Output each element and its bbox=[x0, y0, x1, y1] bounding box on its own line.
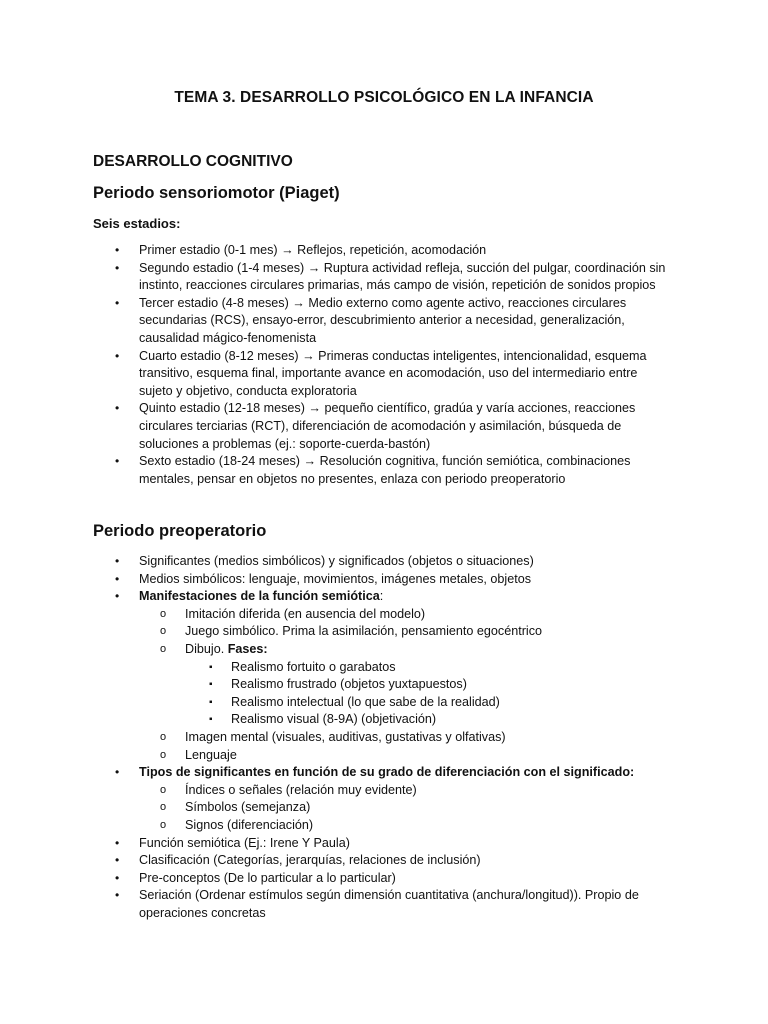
list-item: • Cuarto estadio (8-12 meses) → Primeras conductas inteligentes, intencionalidad, esquema transitivo, esquema final, importante avance en acomodación, uso del intermediario entre sujeto y objetivo, conducta exploratoria bbox=[115, 348, 647, 398]
circle-marker: o bbox=[160, 818, 167, 831]
list-item: • Seriación (Ordenar estímulos según dimensión cuantitativa (anchura/longitud)). Propio de operaciones concretas bbox=[115, 888, 639, 920]
list-item: • Tipos de significantes en función de su grado de diferenciación con el significado: o Índices o señales (relación muy evidente) o Símbolos (semejanza) o Signos (diferenciación) bbox=[0, 764, 667, 834]
list-item: o Lenguaje bbox=[0, 747, 667, 765]
bullet-marker: • bbox=[115, 835, 120, 850]
list-item: o Símbolos (semejanza) bbox=[0, 799, 667, 817]
bullet-marker: • bbox=[115, 260, 120, 275]
list-item: • Manifestaciones de la función semiótica: o Imitación diferida (en ausencia del modelo) o Juego simbólico. Prima la asimilación, pensamiento egocéntrico o Dibujo. Fases: ▪ Realismo fortuito o garabatos ▪ Realismo frustrado (objetos yuxtapuestos) ▪ Realismo intelectual (lo que sabe de la realidad) ▪ Realismo visual (8-9A) (objetivación) o Imagen mental (visuales, auditivas, gustativas y olfativas) o Lenguaje bbox=[0, 588, 667, 764]
signifier-types-list bbox=[139, 782, 667, 835]
list-item: • Segundo estadio (1-4 meses) → Ruptura actividad refleja, succión del pulgar, coordinación sin instinto, reacciones circulares primarias, más campo de visión, repetición de sonidos propios bbox=[115, 260, 666, 293]
square-marker: ▪ bbox=[209, 661, 213, 673]
list-item: o Dibujo. Fases: ▪ Realismo fortuito o garabatos ▪ Realismo frustrado (objetos yuxtapuestos) ▪ Realismo intelectual (lo que sabe de la realidad) ▪ Realismo visual (8-9A) (objetivación) bbox=[0, 641, 667, 729]
bullet-marker: • bbox=[115, 401, 120, 416]
list-item: ▪ Realismo intelectual (lo que sabe de la realidad) bbox=[0, 694, 667, 712]
list-item: • Función semiótica (Ej.: Irene Y Paula) bbox=[0, 835, 667, 853]
heading-sensorimotor: Periodo sensoriomotor (Piaget) bbox=[93, 184, 340, 202]
list-item: o Índices o señales (relación muy evidente) bbox=[0, 782, 667, 800]
circle-marker: o bbox=[160, 801, 167, 814]
bullet-marker: • bbox=[115, 454, 120, 469]
circle-marker: o bbox=[160, 607, 167, 620]
list-item: • Significantes (medios simbólicos) y significados (objetos o situaciones) bbox=[0, 553, 667, 571]
stages-list bbox=[0, 242, 768, 488]
list-item: • Primer estadio (0-1 mes) → Reflejos, repetición, acomodación bbox=[0, 242, 667, 260]
drawing-phases-list bbox=[185, 659, 667, 729]
bullet-marker: • bbox=[115, 870, 120, 885]
circle-marker: o bbox=[160, 730, 167, 743]
circle-marker: o bbox=[160, 625, 167, 638]
bullet-marker: • bbox=[115, 888, 120, 903]
circle-marker: o bbox=[160, 748, 167, 761]
list-item: • Pre-conceptos (De lo particular a lo particular) bbox=[0, 870, 667, 888]
document-title: TEMA 3. DESARROLLO PSICOLÓGICO EN LA INFANCIA bbox=[174, 89, 594, 106]
list-item: ▪ Realismo visual (8-9A) (objetivación) bbox=[0, 711, 667, 729]
bullet-marker: • bbox=[115, 853, 120, 868]
list-item: ▪ Realismo fortuito o garabatos bbox=[0, 659, 667, 677]
bullet-marker: • bbox=[115, 589, 120, 604]
subheading-six-stages: Seis estadios: bbox=[93, 216, 181, 231]
square-marker: ▪ bbox=[209, 679, 213, 691]
bullet-marker: • bbox=[115, 554, 120, 568]
bullet-marker: • bbox=[115, 571, 120, 586]
bullet-marker: • bbox=[115, 243, 120, 257]
bullet-marker: • bbox=[115, 765, 120, 780]
semiotic-manifestations-list bbox=[139, 606, 667, 764]
list-item: o Imitación diferida (en ausencia del modelo) bbox=[0, 606, 667, 624]
list-item: • Sexto estadio (18-24 meses) → Resolución cognitiva, función semiótica, combinaciones mentales, pensar en objetos no presentes, enlaza con periodo preoperatorio bbox=[115, 454, 631, 486]
circle-marker: o bbox=[160, 783, 167, 796]
section-heading-cognitive: DESARROLLO COGNITIVO bbox=[93, 153, 293, 170]
square-marker: ▪ bbox=[209, 714, 213, 726]
list-item: o Imagen mental (visuales, auditivas, gustativas y olfativas) bbox=[0, 729, 667, 747]
list-item: • Clasificación (Categorías, jerarquías, relaciones de inclusión) bbox=[0, 852, 667, 870]
list-item: • Tercer estadio (4-8 meses) → Medio externo como agente activo, reacciones circulares secundarias (RCS), ensayo-error, descubrimiento anterior a necesidad, generalización, causalidad mágico-fenomenista bbox=[115, 295, 627, 345]
bullet-marker: • bbox=[115, 295, 120, 310]
list-item: ▪ Realismo frustrado (objetos yuxtapuestos) bbox=[0, 676, 667, 694]
list-item: • Quinto estadio (12-18 meses) → pequeño científico, gradúa y varía acciones, reacciones circulares terciarias (RCT), diferenciación de acomodación y asimilación, búsqueda de soluciones a problemas (ej.: soporte-cuerda-bastón) bbox=[115, 401, 636, 451]
circle-marker: o bbox=[160, 642, 167, 655]
list-item: • Medios simbólicos: lenguaje, movimientos, imágenes metales, objetos bbox=[0, 571, 667, 589]
preoperational-list bbox=[0, 553, 768, 922]
list-item: o Juego simbólico. Prima la asimilación, pensamiento egocéntrico bbox=[0, 623, 667, 641]
bullet-marker: • bbox=[115, 348, 120, 363]
list-item: o Signos (diferenciación) bbox=[0, 817, 667, 835]
heading-preoperational: Periodo preoperatorio bbox=[93, 522, 267, 540]
square-marker: ▪ bbox=[209, 696, 213, 708]
